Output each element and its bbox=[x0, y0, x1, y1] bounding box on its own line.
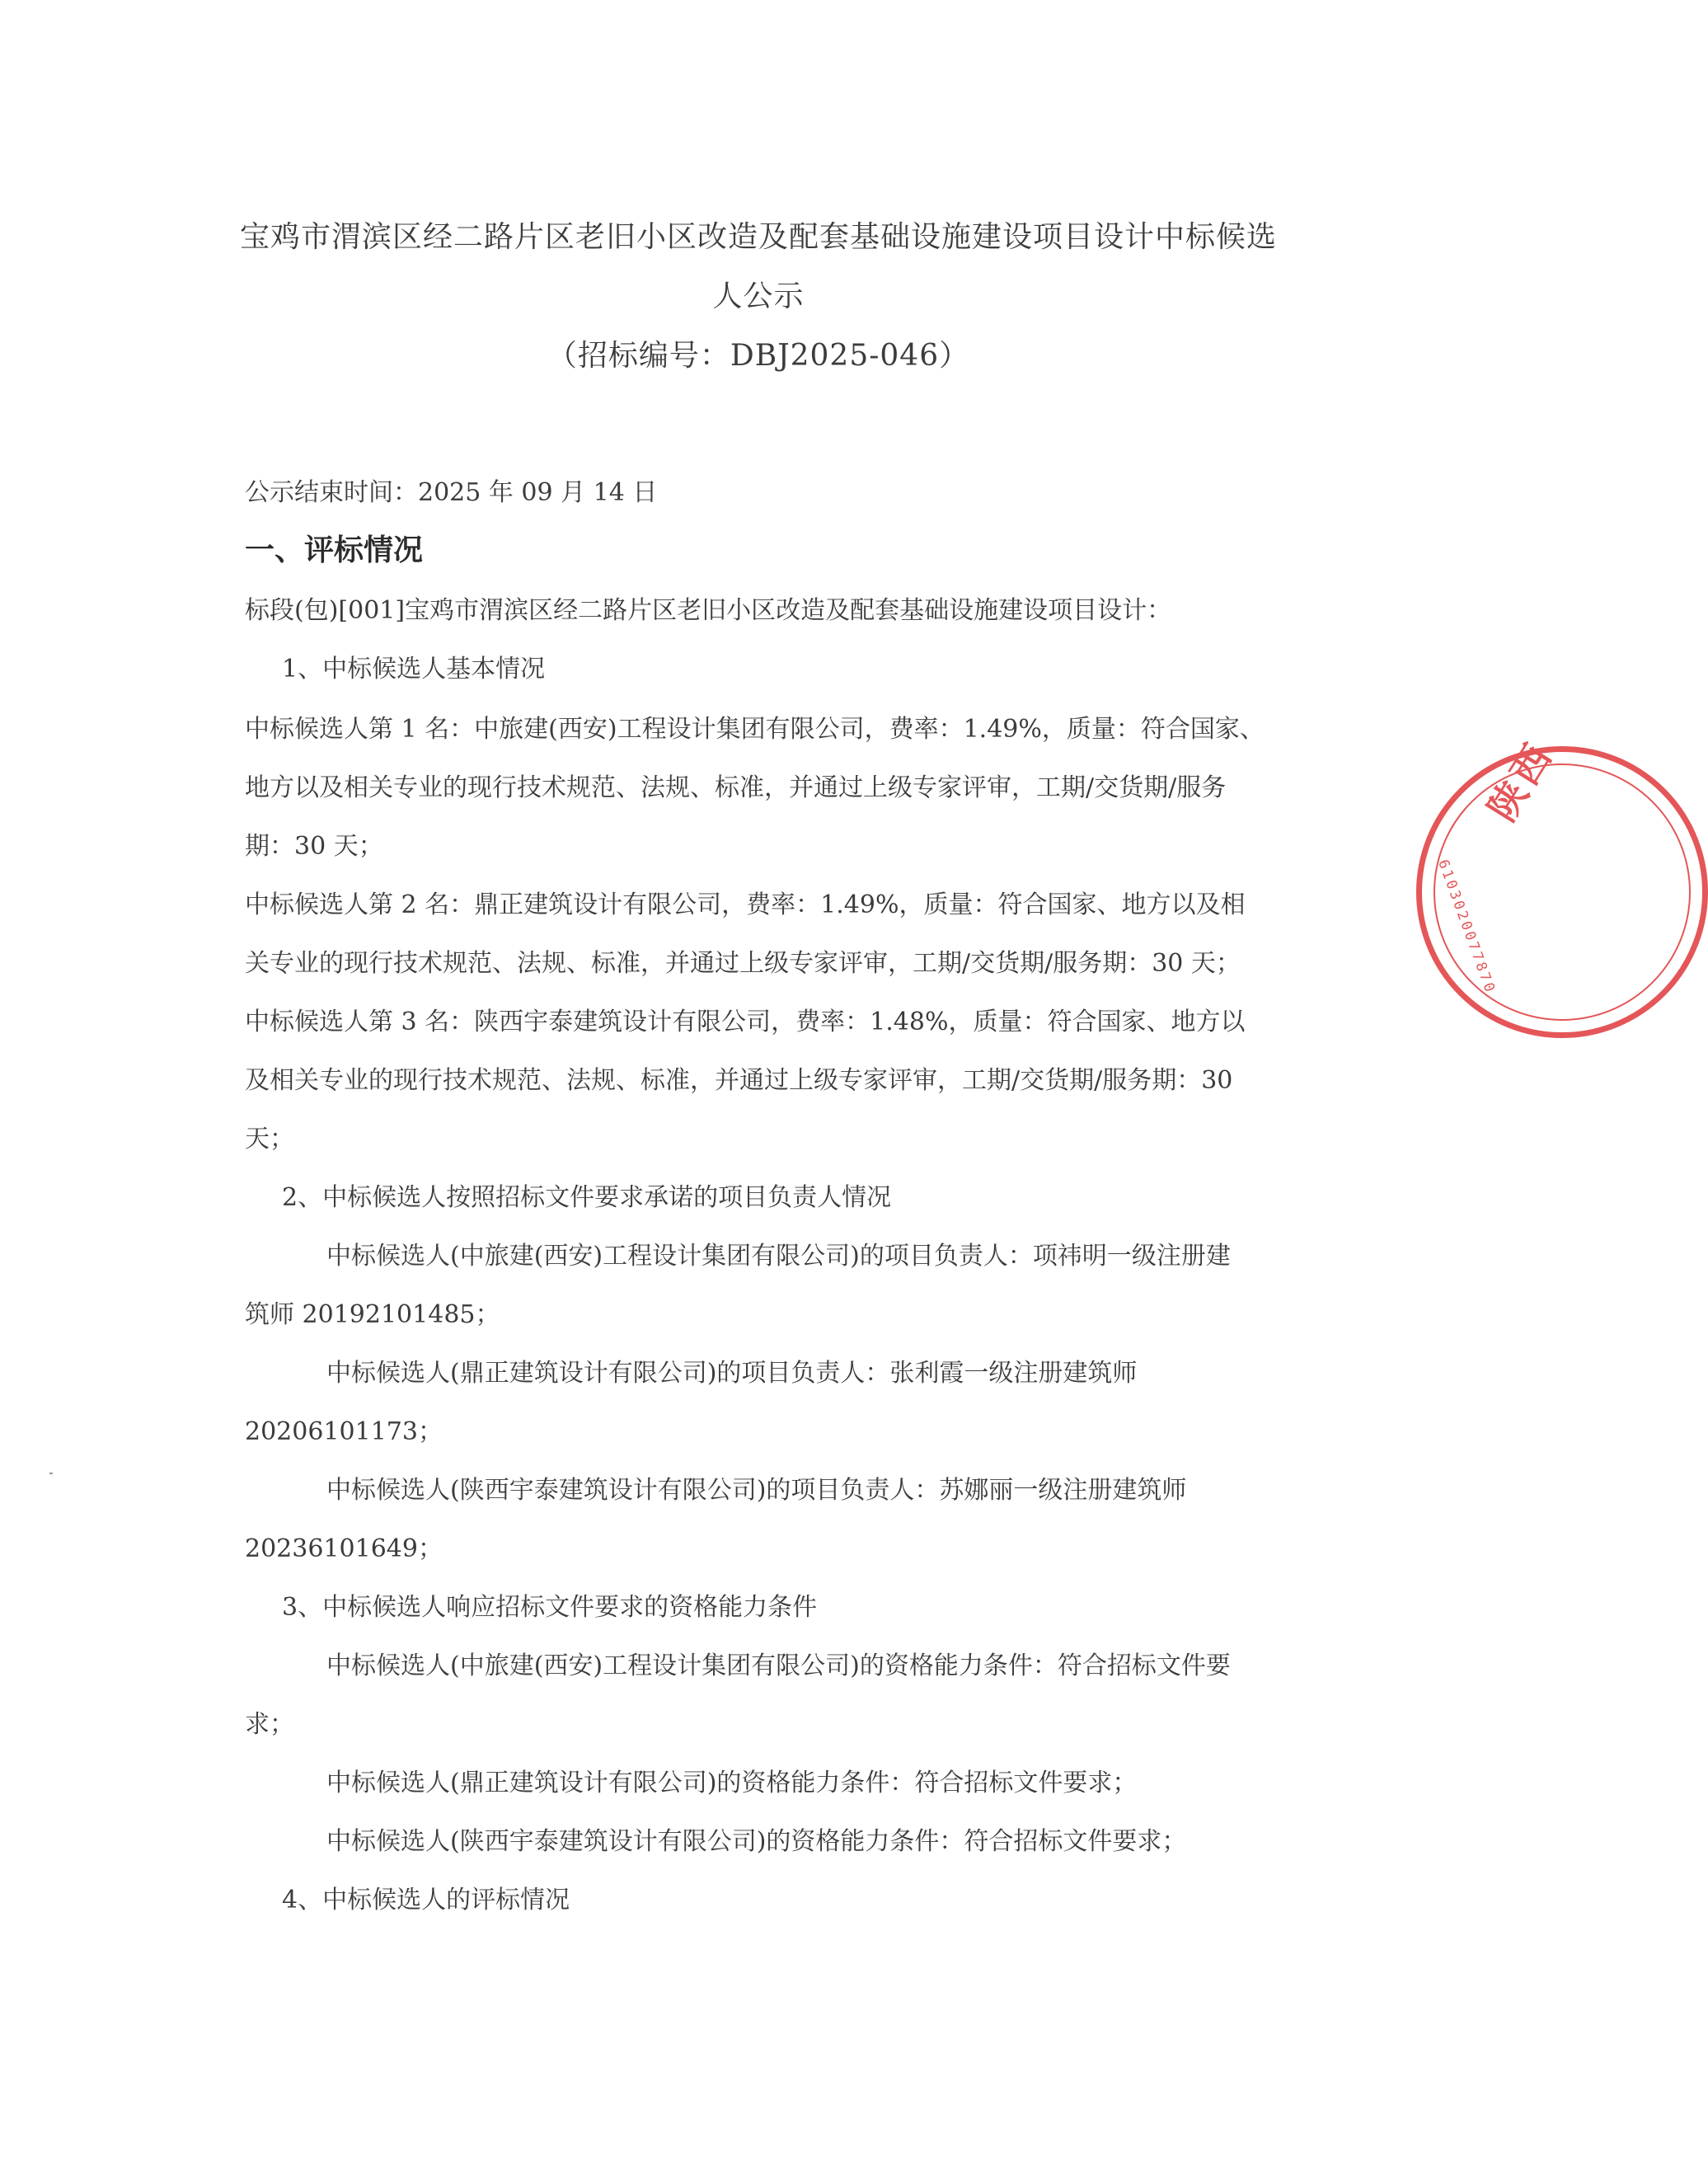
seal-text: 陕西 bbox=[1479, 732, 1563, 829]
subsection-heading: 1、中标候选人基本情况 bbox=[282, 655, 546, 684]
qualification-line: 中标候选人(中旅建(西安)工程设计集团有限公司)的资格能力条件：符合招标文件要 bbox=[326, 1651, 1231, 1680]
qualification-line: 中标候选人(鼎正建筑设计有限公司)的资格能力条件：符合招标文件要求； bbox=[326, 1769, 1138, 1797]
candidate-3-line: 中标候选人第 3 名：陕西宇泰建筑设计有限公司，费率：1.48%，质量：符合国家、地方以 bbox=[245, 1008, 1246, 1036]
candidate-2-line: 关专业的现行技术规范、法规、标准，并通过上级专家评审，工期/交货期/服务期：30 天； bbox=[245, 949, 1241, 978]
scan-speck bbox=[49, 1473, 53, 1474]
subsection-heading: 4、中标候选人的评标情况 bbox=[282, 1886, 570, 1915]
candidate-1-line: 中标候选人第 1 名：中旅建(西安)工程设计集团有限公司，费率：1.49%，质量：符合国家、 bbox=[245, 715, 1265, 744]
project-lead-line: 20206101173； bbox=[245, 1417, 443, 1446]
qualification-line: 中标候选人(陕西宇泰建筑设计有限公司)的资格能力条件：符合招标文件要求； bbox=[326, 1827, 1187, 1856]
official-seal bbox=[1416, 732, 1708, 1038]
project-lead-line: 中标候选人(陕西宇泰建筑设计有限公司)的项目负责人：苏娜丽一级注册建筑师 bbox=[326, 1476, 1187, 1505]
candidate-3-line: 天； bbox=[245, 1125, 294, 1153]
section-heading: 一、评标情况 bbox=[245, 533, 424, 567]
project-lead-line: 中标候选人(中旅建(西安)工程设计集团有限公司)的项目负责人：项祎明一级注册建 bbox=[326, 1242, 1231, 1271]
project-lead-line: 中标候选人(鼎正建筑设计有限公司)的项目负责人：张利霞一级注册建筑师 bbox=[326, 1359, 1138, 1388]
seal-number: 6103020077870 bbox=[1434, 857, 1499, 997]
lot-description: 标段(包)[001]宝鸡市渭滨区经二路片区老旧小区改造及配套基础设施建设项目设计： bbox=[245, 596, 1172, 625]
candidate-1-line: 期：30 天； bbox=[245, 832, 383, 861]
document-title: 宝鸡市渭滨区经二路片区老旧小区改造及配套基础设施建设项目设计中标候选 bbox=[239, 220, 1277, 254]
qualification-line: 求； bbox=[245, 1710, 294, 1739]
candidate-2-line: 中标候选人第 2 名：鼎正建筑设计有限公司，费率：1.49%，质量：符合国家、地方以及相 bbox=[245, 890, 1246, 919]
subsection-heading: 2、中标候选人按照招标文件要求承诺的项目负责人情况 bbox=[282, 1183, 892, 1212]
subsection-heading: 3、中标候选人响应招标文件要求的资格能力条件 bbox=[282, 1593, 818, 1622]
announcement-end-time: 公示结束时间：2025 年 09 月 14 日 bbox=[245, 478, 658, 507]
project-lead-line: 筑师 20192101485； bbox=[245, 1300, 500, 1329]
candidate-1-line: 地方以及相关专业的现行技术规范、法规、标准，并通过上级专家评审，工期/交货期/服务 bbox=[245, 773, 1227, 802]
document-title-cont: 人公示 bbox=[712, 280, 805, 313]
bid-number: （招标编号：DBJ2025-046） bbox=[547, 339, 970, 373]
project-lead-line: 20236101649； bbox=[245, 1534, 443, 1563]
seal-inner-ring bbox=[1434, 763, 1691, 1021]
candidate-3-line: 及相关专业的现行技术规范、法规、标准，并通过上级专家评审，工期/交货期/服务期：30 bbox=[245, 1066, 1233, 1095]
